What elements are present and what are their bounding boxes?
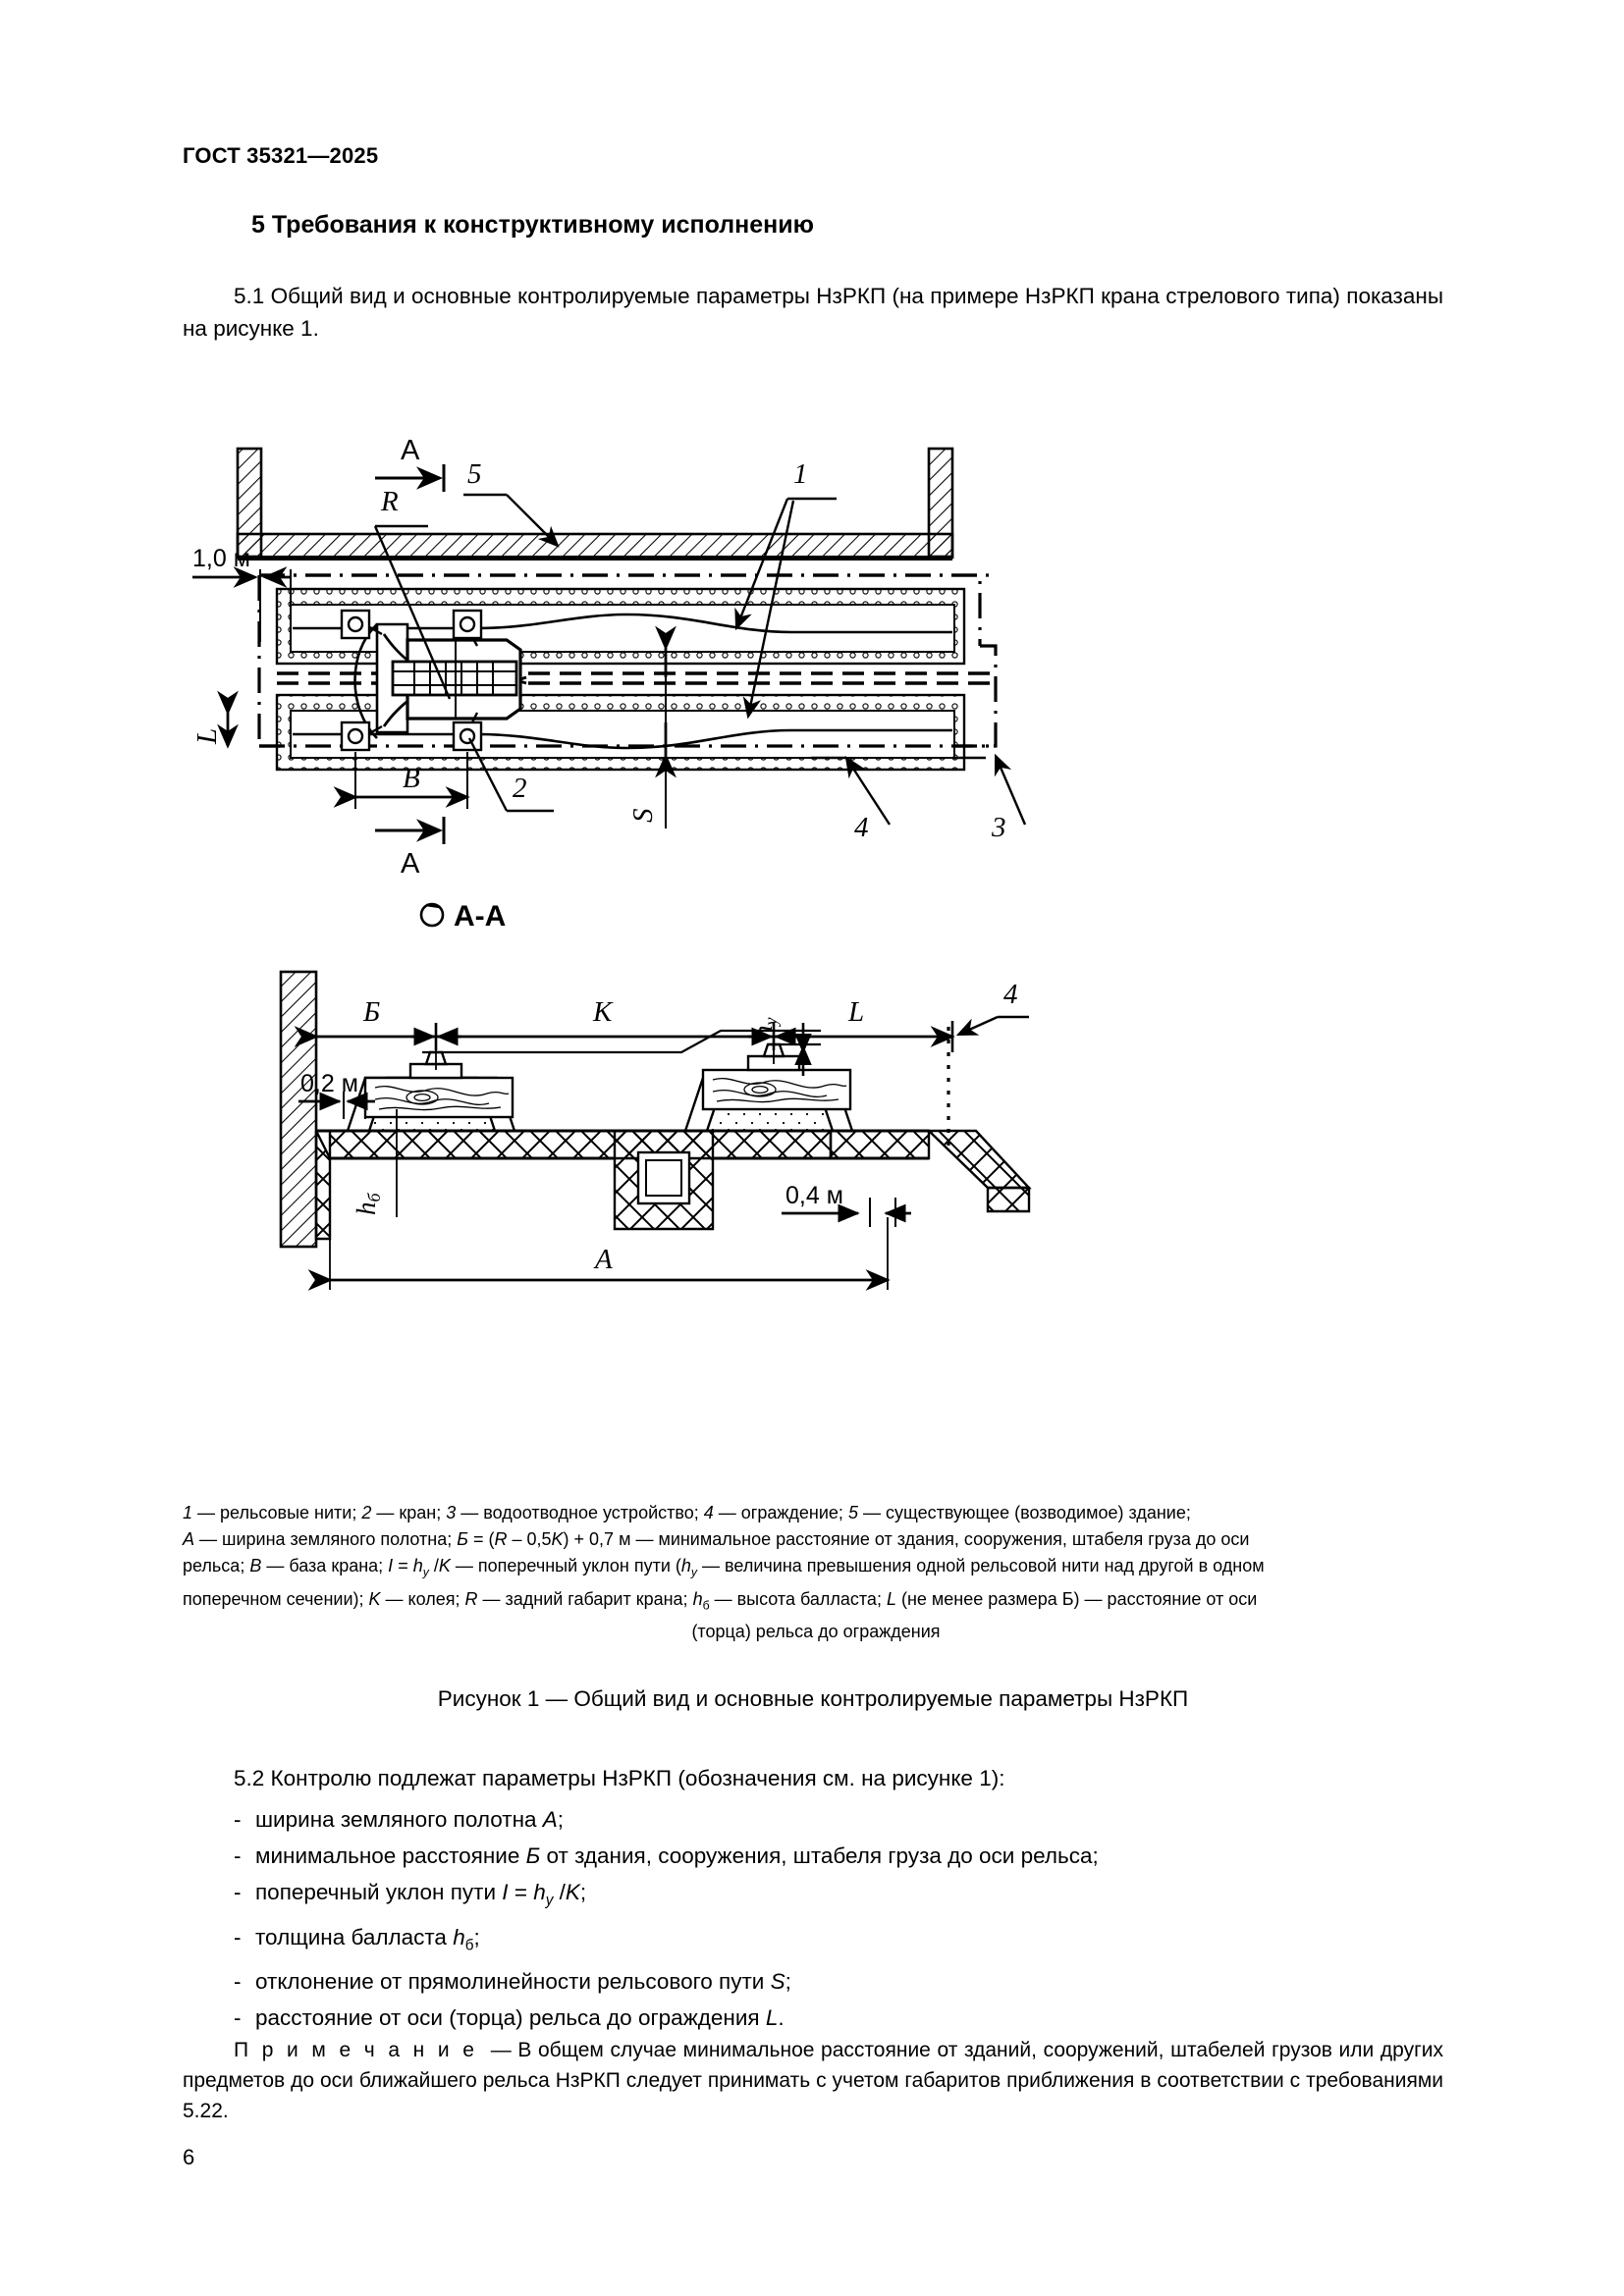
paragraph-5-2-text [183, 1762, 1443, 1794]
dimension-1-0m-label: 1,0 м [192, 545, 250, 572]
dimension-hb-label: hб [352, 1193, 384, 1215]
dimension-A-section-label: A [595, 1244, 613, 1275]
list-bullet-dash: - [234, 2005, 242, 2030]
dimension-0-2m-label: 0,2 м [300, 1070, 358, 1097]
embankment-body [316, 1131, 1029, 1239]
dimension-B-label: B [403, 763, 420, 794]
list-item-label: толщина балласта $h_б$; [255, 1924, 480, 1953]
dimension-0-4m-label: 0,4 м [785, 1182, 843, 1209]
list-item-label: расстояние от оси (торца) рельса до ограждения L. [255, 2005, 785, 2030]
paragraph-5-1-body: Общий вид и основные контролируемые параметры НзРКП (на примере НзРКП крана стрелового типа) показаны на рисунке 1. [183, 284, 1443, 341]
paragraph-5-1 [183, 280, 1443, 345]
list-item-label: минимальное расстояние Б от здания, сооружения, штабеля груза до оси рельса; [255, 1843, 1099, 1868]
callout-3-label: 3 [992, 812, 1006, 843]
note-block [183, 2035, 1443, 2126]
list-item-label: отклонение от прямолинейности рельсового пути S; [255, 1969, 791, 1994]
list-bullet-dash: - [234, 1843, 242, 1868]
figure-caption: Рисунок 1 — Общий вид и основные контролируемые параметры НзРКП [437, 1686, 1189, 1711]
figure-key-line-3: рельса; B — база крана; $I = h_y$ /K — поперечный уклон пути ($h_y$ — величина превышения одной рельсовой нити над другой в одном [183, 1556, 1265, 1579]
section-callout-4-label: 4 [1003, 979, 1018, 1010]
section-marker-bottom [375, 817, 444, 844]
dimension-L-label: L [191, 727, 223, 744]
callout-R-label: R [381, 486, 399, 517]
list-bullet-dash: - [234, 1880, 242, 1904]
figure-1 [183, 432, 1443, 1610]
dimension-B-cyr-label: Б [363, 996, 381, 1028]
figure-key-line-2: A — ширина земляного полотна; Б = (R – 0,5K) + 0,7 м — минимальное расстояние от здания, сооружения, штабеля груза до оси [183, 1529, 1250, 1549]
list-item [183, 1801, 1443, 1838]
running-head: ГОСТ 35321—2025 [183, 143, 379, 168]
list-bullet-dash: - [234, 1807, 242, 1832]
section-view-aa [281, 972, 1029, 1290]
figure-key-line-4: поперечном сечении); K — колея; R — задний габарит крана; $h_б$ — высота балласта; L (не менее размера Б) — расстояние от оси [183, 1588, 1258, 1613]
section-title-aa-label: A-A [454, 900, 507, 933]
paragraph-5-2-body: Контролю подлежат параметры НзРКП (обозначения см. на рисунке 1): [270, 1766, 1005, 1790]
paragraph-5-2-number: 5.2 [234, 1766, 265, 1790]
figure-key-line-1: 1 — рельсовые нити; 2 — кран; 3 — водоотводное устройство; 4 — ограждение; 5 — существующее (возводимое) здание; [183, 1503, 1191, 1522]
page-title: 5 Требования к конструктивному исполнению [251, 211, 814, 239]
callout-2-label: 2 [513, 773, 527, 804]
parameter-list [183, 1801, 1443, 2036]
callout-1-label: 1 [793, 458, 808, 490]
list-item [183, 1919, 1443, 1964]
paragraph-5-1-number: 5.1 [234, 284, 265, 308]
list-item-label: поперечный уклон пути $I = h_y$ /K; [255, 1880, 587, 1909]
building-wall [238, 449, 952, 559]
list-bullet-dash: - [234, 1924, 242, 1949]
list-item [183, 1838, 1443, 1874]
section-building-wall [281, 972, 316, 1247]
note-label: П р и м е ч а н и е [234, 2039, 478, 2061]
section-marker-label-bottom: A [401, 848, 420, 880]
dimension-hy-label: hу [748, 1017, 781, 1039]
list-item [183, 2000, 1443, 2036]
paragraph-5-2 [183, 1762, 1443, 1794]
list-bullet-dash: - [234, 1969, 242, 1994]
dimension-L-section-label: L [848, 996, 865, 1028]
dimension-chain-top [316, 1021, 952, 1070]
ballast-prism-left [348, 1052, 514, 1131]
list-item [183, 1874, 1443, 1919]
list-item [183, 1963, 1443, 2000]
figure-1-drawing [183, 432, 1443, 1610]
dimension-S-label: S [627, 808, 659, 823]
page-number: 6 [183, 2145, 195, 2169]
paragraph-5-1-text [183, 280, 1443, 345]
section-title-aa [421, 900, 506, 933]
ballast-prism-right [685, 1044, 852, 1131]
figure-key-line-5: (торца) рельса до ограждения [691, 1622, 941, 1642]
dimension-K-label: K [593, 996, 613, 1028]
section-marker-label-top: A [401, 435, 420, 466]
figure-key [183, 1500, 1449, 1645]
note-text: В общем случае минимальное расстояние от зданий, сооружений, штабелей грузов или других предметов до оси ближайшего рельса НзРКП следует принимать с учетом габаритов приближения в соответствии с требованиями 5.22. [183, 2039, 1443, 2122]
note-dash: — [490, 2039, 512, 2061]
callout-4-label: 4 [854, 812, 869, 843]
plan-view [191, 435, 1025, 880]
callout-5-label: 5 [467, 458, 482, 490]
list-item-label: ширина земляного полотна A; [255, 1807, 565, 1832]
